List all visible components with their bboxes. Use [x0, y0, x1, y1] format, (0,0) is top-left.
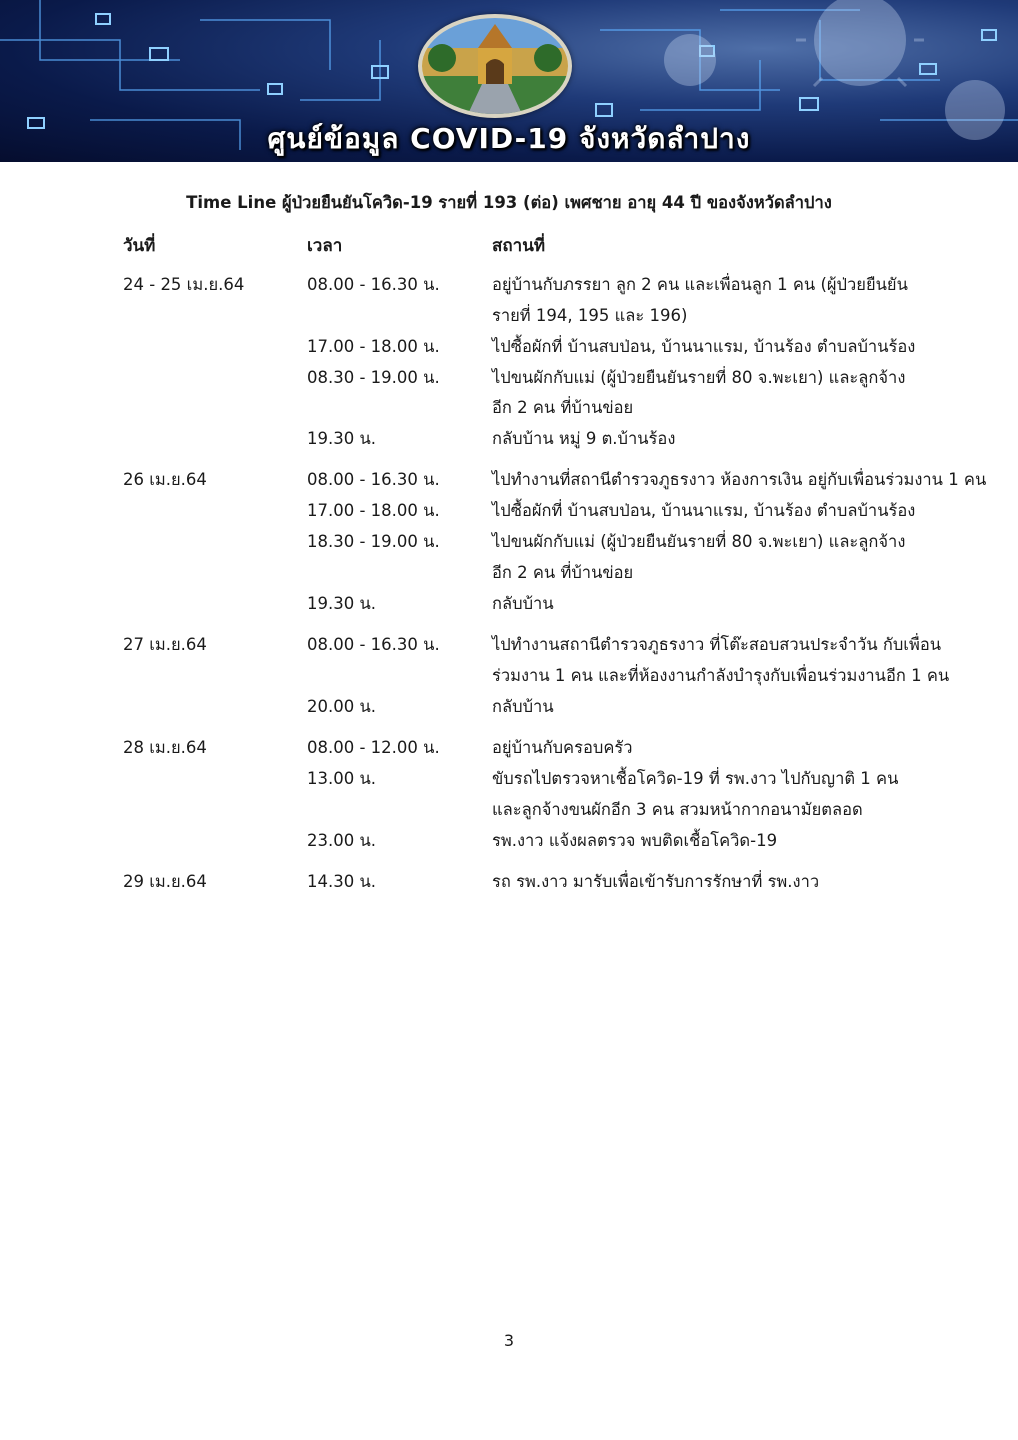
timeline-date: 27 เม.ย.64: [123, 635, 207, 654]
timeline-date: 28 เม.ย.64: [123, 738, 207, 757]
timeline-place: กลับบ้าน หมู่ 9 ต.บ้านร้อง: [492, 429, 676, 448]
timeline-time: 08.00 - 16.30 น.: [307, 275, 440, 294]
header-banner: [0, 0, 1018, 162]
timeline-time: 20.00 น.: [307, 697, 377, 716]
timeline-time: 19.30 น.: [307, 429, 377, 448]
timeline-place: อีก 2 คน ที่บ้านข่อย: [492, 563, 634, 582]
timeline-place: กลับบ้าน: [492, 594, 554, 613]
timeline-place: อยู่บ้านกับภรรยา ลูก 2 คน และเพื่อนลูก 1 คน (ผู้ป่วยยืนยัน: [492, 275, 908, 294]
timeline-place: ไปทำงานที่สถานีตำรวจภูธรงาว ห้องการเงิน อยู่กับเพื่อนร่วมงาน 1 คน: [492, 470, 987, 489]
timeline-place: ไปซื้อผักที่ บ้านสบป่อน, บ้านนาแรม, บ้านร้อง ตำบลบ้านร้อง: [492, 501, 916, 520]
timeline-time: 08.00 - 12.00 น.: [307, 738, 440, 757]
timeline-time: 18.30 - 19.00 น.: [307, 532, 440, 551]
timeline-place: และลูกจ้างขนผักอีก 3 คน สวมหน้ากากอนามัยตลอด: [492, 800, 863, 819]
column-header-date: วันที่: [123, 236, 156, 256]
timeline-time: 17.00 - 18.00 น.: [307, 501, 440, 520]
column-header-place: สถานที่: [492, 236, 546, 256]
timeline-place: อีก 2 คน ที่บ้านข่อย: [492, 398, 634, 417]
timeline-time: 08.00 - 16.30 น.: [307, 635, 440, 654]
timeline-date: 24 - 25 เม.ย.64: [123, 275, 245, 294]
timeline-place: ไปขนผักกับแม่ (ผู้ป่วยยืนยันรายที่ 80 จ.พะเยา) และลูกจ้าง: [492, 368, 906, 387]
lampang-seal-icon: [418, 14, 572, 118]
timeline-time: 14.30 น.: [307, 872, 377, 891]
timeline-place: กลับบ้าน: [492, 697, 554, 716]
timeline-date: 29 เม.ย.64: [123, 872, 207, 891]
column-header-time: เวลา: [307, 236, 343, 256]
timeline-time: 08.30 - 19.00 น.: [307, 368, 440, 387]
banner-title: ศูนย์ข้อมูล COVID-19 จังหวัดลำปาง: [267, 122, 751, 155]
timeline-time: 13.00 น.: [307, 769, 377, 788]
timeline-place: รถ รพ.งาว มารับเพื่อเข้ารับการรักษาที่ รพ.งาว: [492, 872, 820, 891]
page-number: 3: [503, 1331, 515, 1350]
timeline-place: ไปซื้อผักที่ บ้านสบป่อน, บ้านนาแรม, บ้านร้อง ตำบลบ้านร้อง: [492, 337, 916, 356]
timeline-place: ร่วมงาน 1 คน และที่ห้องงานกำลังบำรุงกับเพื่อนร่วมงานอีก 1 คน: [492, 666, 950, 685]
timeline-place: ไปทำงานสถานีตำรวจภูธรงาว ที่โต๊ะสอบสวนประจำวัน กับเพื่อน: [492, 635, 942, 654]
timeline-time: 17.00 - 18.00 น.: [307, 337, 440, 356]
document-title: Time Line ผู้ป่วยยืนยันโควิด-19 รายที่ 193 (ต่อ) เพศชาย อายุ 44 ปี ของจังหวัดลำปาง: [186, 193, 832, 212]
timeline-date: 26 เม.ย.64: [123, 470, 207, 489]
timeline-time: 19.30 น.: [307, 594, 377, 613]
timeline-place: รายที่ 194, 195 และ 196): [492, 306, 688, 325]
timeline-time: 08.00 - 16.30 น.: [307, 470, 440, 489]
timeline-place: อยู่บ้านกับครอบครัว: [492, 738, 633, 757]
timeline-place: ไปขนผักกับแม่ (ผู้ป่วยยืนยันรายที่ 80 จ.พะเยา) และลูกจ้าง: [492, 532, 906, 551]
timeline-place: ขับรถไปตรวจหาเชื้อโควิด-19 ที่ รพ.งาว ไปกับญาติ 1 คน: [492, 769, 899, 788]
timeline-place: รพ.งาว แจ้งผลตรวจ พบติดเชื้อโควิด-19: [492, 831, 778, 850]
timeline-time: 23.00 น.: [307, 831, 377, 850]
